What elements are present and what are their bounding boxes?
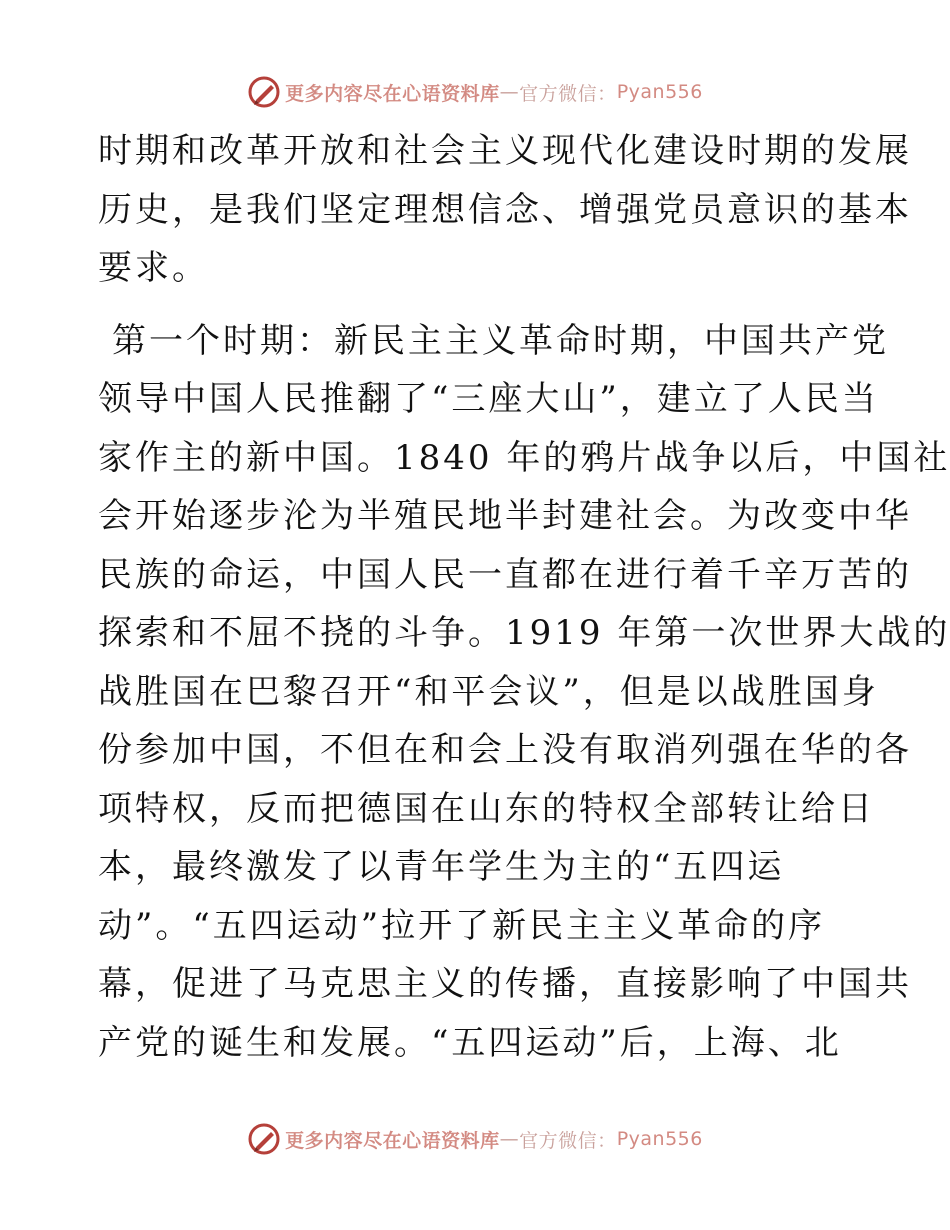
pen-logo-icon [247,1122,281,1156]
watermark-dash: — [499,81,520,103]
paragraph-2 [98,312,950,1073]
text-line: 项特权，反而把德国在山东的特权全部转让给日 [98,788,875,829]
text-line: 动”。“五四运动”拉开了新民主主义革命的序 [98,905,826,946]
watermark-contact-id: Pyan556 [616,1128,703,1150]
pen-logo-icon [247,75,281,109]
footer-watermark [0,1119,950,1159]
text-line: 历史，是我们坚定理想信念、增强党员意识的基本 [98,189,912,230]
text-line: 领导中国人民推翻了“三座大山”，建立了人民当 [98,379,879,419]
document-body [98,122,950,1072]
watermark-contact-label: 官方微信： [519,82,617,105]
watermark-dash: — [499,1128,520,1150]
text-line: 份参加中国，不但在和会上没有取消列强在华的各 [98,730,912,770]
text-line: 民族的命运，中国人民一直都在进行着千辛万苦的 [98,554,912,595]
text-line: 探索和不屈不挠的斗争。1919 年第一次世界大战的 [98,613,950,653]
text-line: 本，最终激发了以青年学生为主的“五四运 [98,847,785,887]
watermark-contact-label: 官方微信： [519,1129,617,1152]
text-line: 要求。 [98,248,209,288]
text-line: 幕，促进了马克思主义的传播，直接影响了中国共 [98,964,912,1004]
text-line: 产党的诞生和发展。“五四运动”后，上海、北 [98,1022,842,1063]
watermark-brand: 更多内容尽在心语资料库 [285,82,500,105]
text-line: 时期和改革开放和社会主义现代化建设时期的发展 [98,131,912,171]
text-line: 第一个时期：新民主主义革命时期，中国共产党 [112,320,889,361]
text-line: 战胜国在巴黎召开“和平会议”，但是以战胜国身 [98,671,879,712]
text-line: 家作主的新中国。1840 年的鸦片战争以后，中国社 [98,437,950,478]
header-watermark [0,72,950,112]
watermark-contact-id: Pyan556 [616,81,703,103]
watermark-brand: 更多内容尽在心语资料库 [285,1129,500,1152]
paragraph-1 [98,122,912,298]
text-line: 会开始逐步沦为半殖民地半封建社会。为改变中华 [98,496,912,536]
